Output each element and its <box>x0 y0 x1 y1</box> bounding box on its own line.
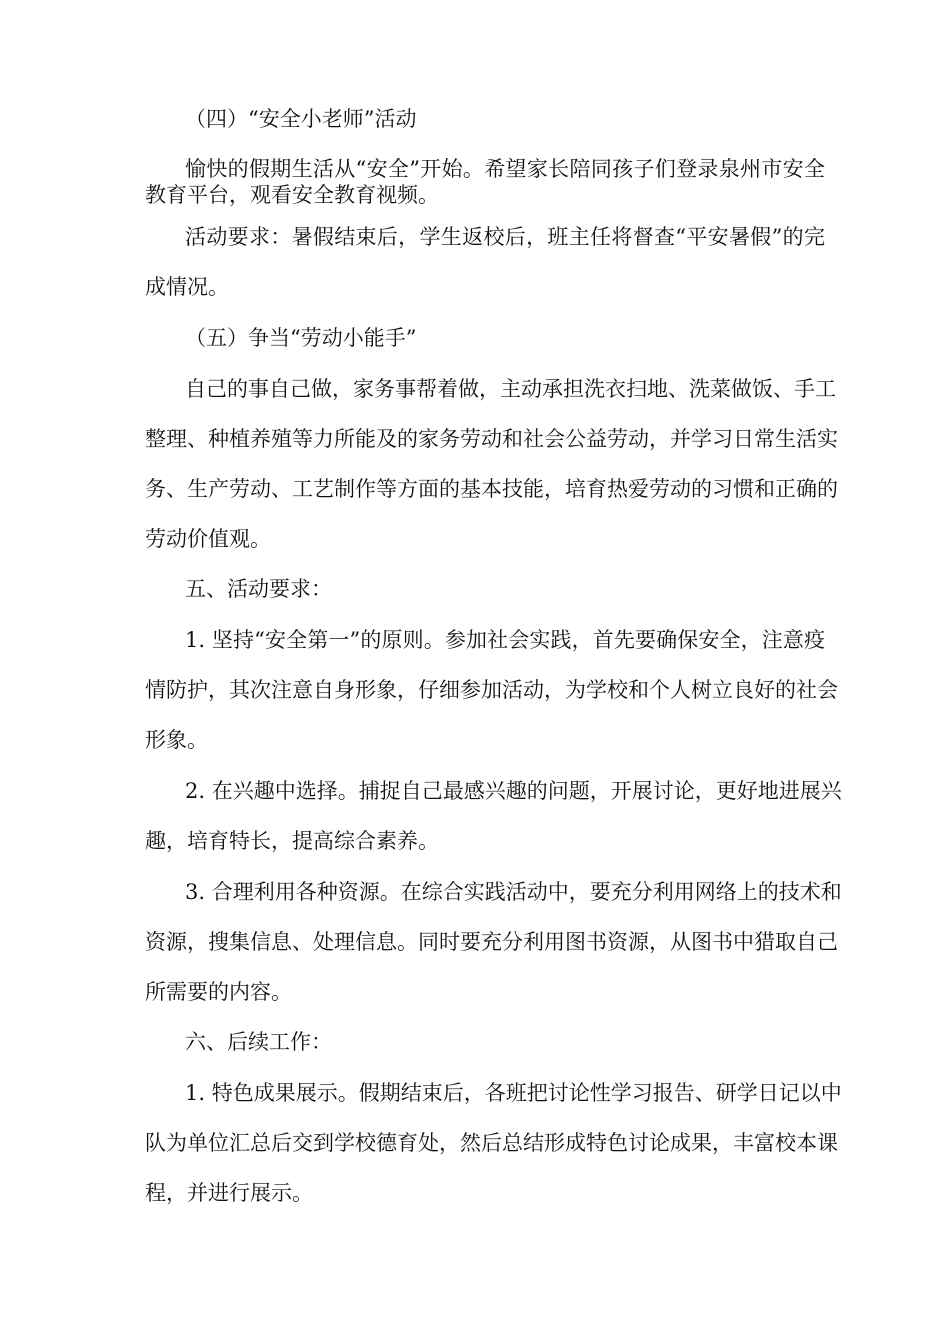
paragraph-line: 程，并进行展示。 <box>145 1181 313 1205</box>
paragraph-line: 队为单位汇总后交到学校德育处，然后总结形成特色讨论成果，丰富校本课 <box>145 1131 838 1155</box>
paragraph-line: 务、生产劳动、工艺制作等方面的基本技能，培育热爱劳动的习惯和正确的 <box>145 477 838 501</box>
heading-activity-requirements: 五、活动要求： <box>185 577 332 601</box>
paragraph-line: 情防护，其次注意自身形象，仔细参加活动，为学校和个人树立良好的社会 <box>145 678 838 702</box>
paragraph-line: 劳动价值观。 <box>145 527 271 551</box>
paragraph-line: 3. 合理利用各种资源。在综合实践活动中，要充分利用网络上的技术和 <box>185 880 842 904</box>
paragraph-line: 整理、种植养殖等力所能及的家务劳动和社会公益劳动，并学习日常生活实 <box>145 427 838 451</box>
heading-follow-up-work: 六、后续工作： <box>185 1030 332 1054</box>
paragraph-line: 活动要求：暑假结束后，学生返校后，班主任将督查“平安暑假”的完 <box>185 225 825 249</box>
paragraph-line: 资源，搜集信息、处理信息。同时要充分利用图书资源，从图书中猎取自己 <box>145 930 838 954</box>
paragraph-line: 成情况。 <box>145 275 229 299</box>
heading-safety-teacher: （四）“安全小老师”活动 <box>185 107 417 131</box>
paragraph-line: 形象。 <box>145 728 208 752</box>
paragraph-line: 教育平台，观看安全教育视频。 <box>145 183 439 207</box>
paragraph-line: 自己的事自己做，家务事帮着做，主动承担洗衣扫地、洗菜做饭、手工 <box>185 377 836 401</box>
paragraph-line: 愉快的假期生活从“安全”开始。希望家长陪同孩子们登录泉州市安全 <box>185 157 825 181</box>
paragraph-line: 1. 坚持“安全第一”的原则。参加社会实践，首先要确保安全，注意疫 <box>185 628 825 652</box>
paragraph-line: 2. 在兴趣中选择。捕捉自己最感兴趣的问题，开展讨论，更好地进展兴 <box>185 779 842 803</box>
paragraph-line: 趣，培育特长，提高综合素养。 <box>145 829 439 853</box>
paragraph-line: 所需要的内容。 <box>145 980 292 1004</box>
paragraph-line: 1. 特色成果展示。假期结束后，各班把讨论性学习报告、研学日记以中 <box>185 1081 842 1105</box>
heading-labor-helper: （五）争当“劳动小能手” <box>185 326 417 350</box>
